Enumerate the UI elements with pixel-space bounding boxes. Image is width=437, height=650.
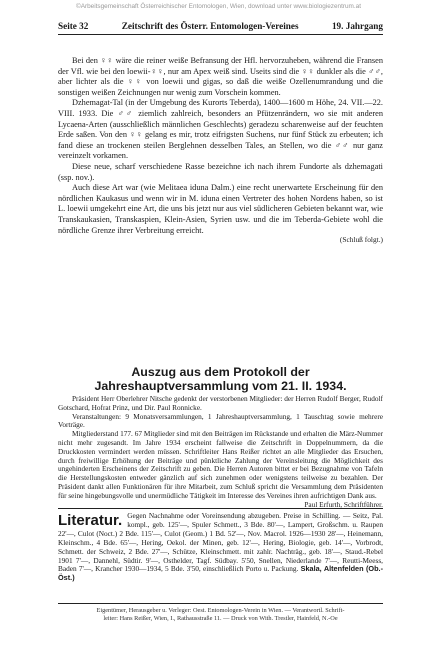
literatur-section <box>58 512 383 583</box>
literatur-text: Gegen Nachnahme oder Voreinsendung abzugeben. Preise in Schilling. — Seitz, Pal. kompl., geb. 125'—, Spuler Schmett., 3 Bde. 80'—, Lampert, Großschm. u. Raupen 22'—, Culot (Noct.) 2 Bde. 115'—, Culot (Geom.) 1 Bd. 52'—, Nov. Macrol. 1926—1930 28'—, Heinemann, Kleinschm., 4 Bde. 65'—, Hering, Oekol. der Minen, geb. 12'—, Hering, Biologie, geb. 14'—, Vorbrodt, Schmett. der Schweiz, 2 Bde. 27'—, Schütze, Kleinschmett. mit zahlr. Nachträg., geb. 18'—, Staud.-Rebel 1901 7'—, Dannehl, Südtir. 9'—, Osthelder, Tagf. Südbay. 5'50, Snellen, Niederlande 7'—, Reutti-Meess, Baden 7'—, Krancher 1930—1934, 5 Bde. 3'50, einschließlich Porto u. Packung. <box>58 511 383 574</box>
minutes-paragraph: Veranstaltungen: 9 Monatsversammlungen, 1 Jahreshauptversammlung, 1 Tauschtag sowie mehrere Vorträge. <box>58 411 383 430</box>
minutes-paragraph: Mitgliederstand 177. 67 Mitglieder sind mit den Beiträgen im Rückstande und erhalten die März-Nummer nicht mehr zugesandt. Im Jahre 1934 erscheint fallweise die Zeitschrift in Doppelnummern, da die Druckkosten vermindert werden müssen. Schriftleiter Hans Reißer richtet an alle Mitglieder das Ersuchen, durch freiwillige Erhöhung der Beiträge und pünktliche Zahlung der Vereinsleitung die Möglichkeit des ungehinderten Erscheinens der Zeitschrift zu geben. Die Herren Autoren bittet er bei Bezugnahme von Tafeln die Herstellungskosten entweder gänzlich auf sich zunehmen oder wenigstens teilweise zu bezahlen. Der Präsident dankt allen Funktionären für ihre Mitarbeit, zum Schluß spricht die Versammlung dem Präsidenten für seine hingebungsvolle und unermüdliche Tätigkeit im Interesse des Vereines ihren aufrichtigen Dank aus. <box>58 429 383 500</box>
literatur-address: Skala, Altenfelden (Ob.-Öst.) <box>58 564 383 583</box>
minutes-title-line2: Jahreshauptversammlung vom 21. II. 1934. <box>94 379 347 394</box>
section-rule <box>58 508 383 509</box>
minutes-signer: Paul Erfurth, Schriftführer. <box>304 499 383 509</box>
footer-rule <box>58 603 383 604</box>
imprint-line2: leiter: Hans Reißer, Wien, I., Rathausstraße 11. — Druck von With. Trestler, Hainfeld, N.-Oe <box>103 615 338 622</box>
minutes-title-line1: Auszug aus dem Protokoll der <box>131 365 310 379</box>
imprint <box>58 607 383 623</box>
article-paragraph: Dzhemagat-Tal (in der Umgebung des Kurorts Teberda), 1400—1600 m Höhe, 24. VII.—22. VIII. 1933. Die ♂♂ ziemlich zahlreich, besonders an Pfützenrändern, wo sie mit anderen Lycaena-Arten (ausschließlich männlichen Geschlechts) geradezu scharenweise auf der feuchten Erde saßen. Von den ♀♀ gelang es mir, trotz eifrigsten Suchens, nur fünf Stück zu erbeuten; ich fand diese an trockenen steilen Berglehnen desselben Tales, an Stellen, wo die ♂♂ nur ganz vereinzelt vorkamen. <box>58 98 383 161</box>
article-paragraph: Diese neue, scharf verschiedene Rasse bezeichne ich nach ihrem Fundorte als dzhemagati (ssp. nov.). <box>58 161 383 182</box>
continuation-note: (Schluß folgt.) <box>339 235 383 245</box>
minutes-paragraph: Präsident Herr Oberlehrer Nitsche gedenkt der verstorbenen Mitglieder: der Herren Rudolf Berger, Rudolf Gotschard, Hofrat Prinz, und Dir. Paul Ronnicke. <box>58 394 383 412</box>
literatur-heading: Literatur. <box>58 512 123 529</box>
watermark: ©Arbeitsgemeinschaft Österreichischer Entomologen, Wien, download unter www.biologiezentrum.at <box>76 3 361 10</box>
minutes-body <box>58 395 383 509</box>
running-header <box>58 21 383 31</box>
article-paragraph: Bei den ♀♀ wäre die reiner weiße Befransung der Hfl. hervorzuheben, während die Fransen der Vfl. wie bei den loewii-♀♀, nur am Apex weiß sind. Useits sind die ♀♀ dunkler als die ♂♂, aber lichter als die ♀♀ von loewii und gigas, so daß die weiße Ozellenumrandung und die sonstigen weißen Zeichnungen nur wenig zum Vorschein kommen. <box>58 56 383 97</box>
article-paragraph: Auch diese Art war (wie Melitaea iduna Dalm.) eine recht unerwartete Erscheinung für den nördlichen Kaukasus und wenn wir in M. iduna einen Vertreter des hohen Nordens haben, so ist L. loewii umgekehrt eine Art, die uns bis jetzt nur aus viel südlicheren Gebieten bekannt war, wie Transkaukasien, Transkaspien, Klein-Asien, Syrien usw. und die im Teberda-Gebiete wohl die nördliche Grenze ihrer Verbreitung erreicht. <box>58 183 383 235</box>
imprint-line1: Eigentümer, Herausgeber u. Verleger: Oest. Entomologen-Verein in Wien. — Verantwortl. Schrift- <box>96 607 345 614</box>
header-rule <box>58 34 383 35</box>
minutes-title <box>58 365 383 393</box>
article-body <box>58 56 383 246</box>
journal-title: Zeitschrift des Österr. Entomologen-Vereines <box>121 21 299 31</box>
volume: 19. Jahrgang <box>331 21 383 31</box>
page-number: Seite 32 <box>58 21 89 31</box>
